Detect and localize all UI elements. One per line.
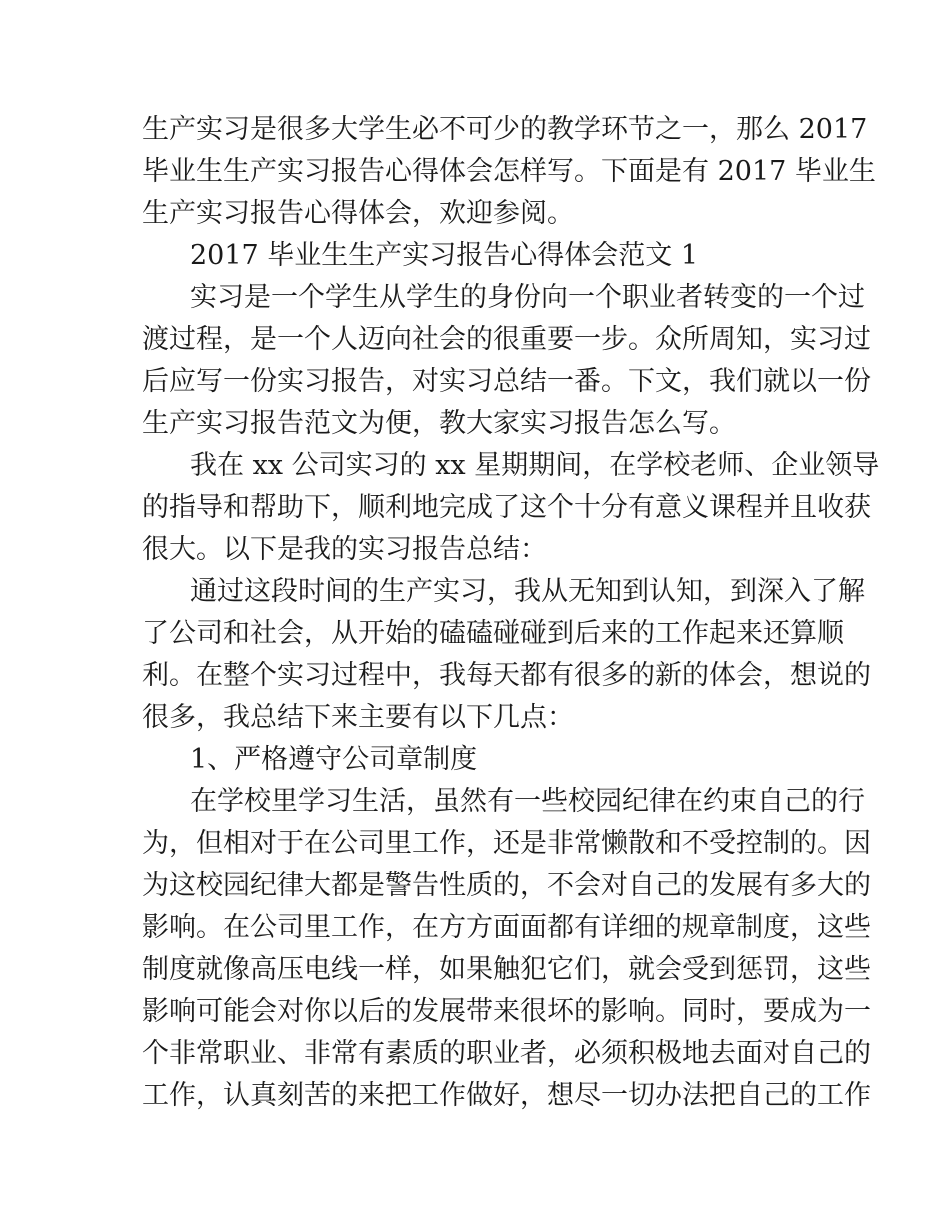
text-line: 为，但相对于在公司里工作，还是非常懒散和不受控制的。因 (142, 828, 871, 859)
text-line: 生产实习报告范文为便，教大家实习报告怎么写。 (142, 408, 736, 439)
text-line: 毕业生生产实习报告心得体会怎样写。下面是有 2017 毕业生 (142, 156, 876, 187)
text-line: 工作，认真刻苦的来把工作做好，想尽一切办法把自己的工作 (142, 1080, 871, 1111)
section-heading: 2017 毕业生生产实习报告心得体会范文 1 (190, 240, 699, 271)
text-line: 我在 xx 公司实习的 xx 星期期间，在学校老师、企业领导 (190, 450, 880, 481)
text-line: 很大。以下是我的实习报告总结： (142, 534, 547, 565)
text-line: 个非常职业、非常有素质的职业者，必须积极地去面对自己的 (142, 1038, 871, 1069)
text-line: 为这校园纪律大都是警告性质的，不会对自己的发展有多大的 (142, 870, 871, 901)
list-heading: 1、严格遵守公司章制度 (190, 744, 478, 775)
text-line: 在学校里学习生活，虽然有一些校园纪律在约束自己的行 (190, 786, 865, 817)
text-line: 很多，我总结下来主要有以下几点： (142, 702, 574, 733)
text-line: 影响。在公司里工作，在方方面面都有详细的规章制度，这些 (142, 912, 871, 943)
text-line: 生产实习是很多大学生必不可少的教学环节之一，那么 2017 (142, 114, 868, 145)
text-line: 后应写一份实习报告，对实习总结一番。下文，我们就以一份 (142, 366, 871, 397)
text-line: 影响可能会对你以后的发展带来很坏的影响。同时，要成为一 (142, 996, 871, 1027)
text-line: 制度就像高压电线一样，如果触犯它们，就会受到惩罚，这些 (142, 954, 871, 985)
text-line: 渡过程，是一个人迈向社会的很重要一步。众所周知，实习过 (142, 324, 871, 355)
text-line: 实习是一个学生从学生的身份向一个职业者转变的一个过 (190, 282, 865, 313)
text-line: 生产实习报告心得体会，欢迎参阅。 (142, 198, 574, 229)
text-line: 了公司和社会，从开始的磕磕碰碰到后来的工作起来还算顺 (142, 618, 844, 649)
text-line: 通过这段时间的生产实习，我从无知到认知，到深入了解 (190, 576, 865, 607)
text-line: 的指导和帮助下，顺利地完成了这个十分有意义课程并且收获 (142, 492, 871, 523)
text-line: 利。在整个实习过程中，我每天都有很多的新的体会，想说的 (142, 660, 871, 691)
